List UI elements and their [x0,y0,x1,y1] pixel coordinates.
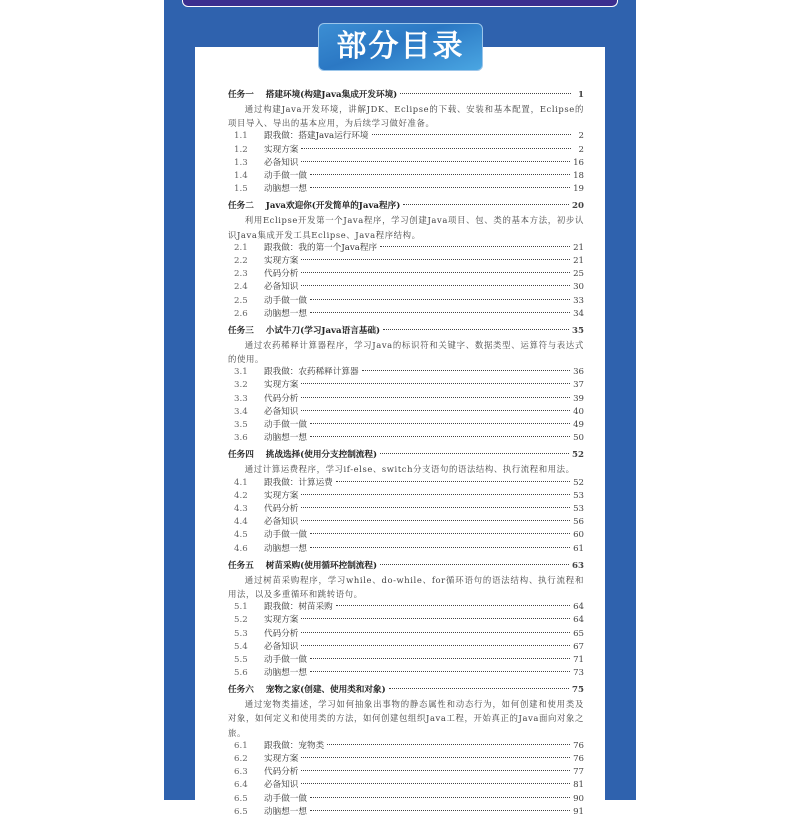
entry-title: 跟我做：计算运费 [264,477,333,488]
toc-entry[interactable] [228,490,584,503]
entry-title: 必备知识 [264,406,299,417]
toc-entry[interactable] [228,419,584,432]
leader-dots [383,329,569,330]
leader-dots [310,547,570,548]
toc-task-heading[interactable] [228,199,584,213]
entry-page-number: 73 [573,668,584,679]
task-label: 任务六 [228,685,254,696]
toc-task-heading[interactable] [228,88,584,102]
toc-entry[interactable] [228,753,584,766]
toc-entry[interactable] [228,393,584,406]
entry-page-number: 37 [573,380,584,391]
entry-number: 4.3 [234,503,248,514]
entry-title: 实现方案 [264,615,299,626]
entry-number: 2.2 [234,255,248,266]
entry-number: 4.1 [234,477,248,488]
entry-page-number: 39 [573,393,584,404]
leader-dots [301,148,571,149]
entry-number: 5.4 [234,641,248,652]
entry-page-number: 61 [573,543,584,554]
entry-page-number: 19 [573,184,584,195]
entry-number: 5.6 [234,668,248,679]
entry-page-number: 53 [573,503,584,514]
entry-number: 3.6 [234,433,248,444]
toc-entry[interactable] [228,432,584,445]
entry-page-number: 33 [573,295,584,306]
leader-dots [310,423,570,424]
entry-page-number: 53 [573,490,584,501]
leader-dots [301,783,570,784]
entry-number: 3.5 [234,420,248,431]
entry-number: 3.4 [234,406,248,417]
entry-title: 跟我做：农药稀释计算器 [264,367,359,378]
leader-dots [372,134,572,135]
entry-title: 动脑想一想 [264,543,307,554]
entry-title: 必备知识 [264,282,299,293]
leader-dots [327,744,570,745]
entry-page-number: 65 [573,628,584,639]
entry-title: 代码分析 [264,393,299,404]
entry-page-number: 77 [573,767,584,778]
entry-number: 3.2 [234,380,248,391]
entry-title: 跟我做：搭建Java运行环境 [264,131,369,142]
leader-dots [301,161,570,162]
entry-page-number: 21 [573,242,584,253]
toc-entry[interactable] [228,641,584,654]
entry-page-number: 34 [573,308,584,319]
entry-page-number: 2 [578,131,584,142]
entry-page-number: 40 [573,406,584,417]
entry-title: 动手做一做 [264,654,307,665]
toc-entry[interactable] [228,242,584,255]
task-title: 树苗采购(使用循环控制流程) [265,560,378,571]
task-page-number: 20 [572,201,584,212]
entry-number: 6.1 [234,740,248,751]
entry-number: 6.2 [234,754,248,765]
toc-entry[interactable] [228,366,584,379]
entry-page-number: 60 [573,530,584,541]
leader-dots [310,658,570,659]
toc-entry[interactable] [228,477,584,490]
task-title: 搭建环境(构建Java集成开发环境) [265,90,398,100]
entry-number: 5.1 [234,602,248,613]
toc-task-heading[interactable] [228,559,584,573]
task-page-number: 35 [572,325,584,336]
entry-title: 实现方案 [264,380,299,391]
entry-number: 5.3 [234,628,248,639]
toc-entry[interactable] [228,157,584,170]
toc-entry[interactable] [228,529,584,542]
entry-number: 4.4 [234,517,248,528]
entry-title: 动脑想一想 [264,806,307,817]
toc-entry[interactable] [228,628,584,641]
task-description: 通过农药稀释计算器程序，学习Java的标识符和关键字、数据类型、运算符与表达式的使用。 [228,339,584,365]
task-title: 挑战选择(使用分支控制流程) [265,450,378,461]
leader-dots [403,204,569,205]
task-page-number: 52 [572,450,584,461]
toc-task-heading[interactable] [228,324,584,338]
leader-dots [310,312,570,313]
leader-dots [301,259,570,260]
toc-entry[interactable] [228,255,584,268]
toc-entry[interactable] [228,268,584,281]
leader-dots [336,605,570,606]
task-page-number: 63 [572,560,584,571]
entry-number: 2.3 [234,269,248,280]
entry-page-number: 16 [573,157,584,168]
leader-dots [336,481,570,482]
entry-title: 动手做一做 [264,420,307,431]
toc-entry[interactable] [228,806,584,819]
toc-entry[interactable] [228,183,584,196]
toc-entry[interactable] [228,601,584,614]
entry-page-number: 50 [573,433,584,444]
entry-number: 3.3 [234,393,248,404]
leader-dots [301,770,570,771]
entry-title: 动手做一做 [264,793,307,804]
entry-page-number: 64 [573,602,584,613]
task-label: 任务三 [228,325,254,336]
entry-page-number: 91 [573,806,584,817]
toc-entry[interactable] [228,130,584,143]
leader-dots [301,410,570,411]
entry-title: 跟我做：我的第一个Java程序 [264,242,378,253]
entry-page-number: 76 [573,740,584,751]
toc-entry[interactable] [228,740,584,753]
leader-dots [310,797,570,798]
entry-number: 1.4 [234,170,248,181]
toc-entry[interactable] [228,503,584,516]
entry-title: 动脑想一想 [264,433,307,444]
entry-page-number: 2 [578,144,584,155]
task-page-number: 75 [572,685,584,696]
entry-title: 代码分析 [264,269,299,280]
entry-number: 2.5 [234,295,248,306]
entry-title: 必备知识 [264,641,299,652]
leader-dots [310,187,570,188]
toc-entry[interactable] [228,766,584,779]
entry-page-number: 76 [573,754,584,765]
leader-dots [301,494,570,495]
leader-dots [301,507,570,508]
entry-number: 4.5 [234,530,248,541]
leader-dots [301,383,570,384]
toc-entry[interactable] [228,281,584,294]
toc-entry[interactable] [228,144,584,157]
leader-dots [310,174,570,175]
table-of-contents [228,85,584,819]
task-description: 利用Eclipse开发第一个Java程序，学习创建Java项目、包、类的基本方法，初步认识Java集成开发工具Eclipse、Java程序结构。 [228,215,584,240]
entry-page-number: 81 [573,780,584,791]
entry-page-number: 25 [573,269,584,280]
entry-title: 动手做一做 [264,295,307,306]
entry-page-number: 49 [573,420,584,431]
entry-number: 5.5 [234,654,248,665]
entry-page-number: 90 [573,793,584,804]
entry-number: 1.2 [234,144,248,155]
task-title: Java欢迎你(开发简单的Java程序) [265,201,401,212]
leader-dots [301,285,570,286]
toc-task-heading[interactable] [228,683,584,697]
entry-page-number: 36 [573,367,584,378]
entry-number: 6.3 [234,767,248,778]
top-decorative-bar [182,0,618,7]
task-title: 小试牛刀(学习Java语言基础) [265,325,381,336]
toc-entry[interactable] [228,295,584,308]
entry-page-number: 67 [573,641,584,652]
leader-dots [301,397,570,398]
task-label: 任务五 [228,560,254,571]
toc-entry[interactable] [228,654,584,667]
leader-dots [301,520,570,521]
entry-number: 4.6 [234,543,248,554]
task-page-number: 1 [578,90,584,100]
task-label: 任务二 [228,201,254,212]
entry-title: 跟我做：宠物类 [264,740,325,751]
task-label: 任务一 [228,90,254,100]
toc-task-heading[interactable] [228,448,584,462]
entry-number: 2.4 [234,282,248,293]
toc-entry[interactable] [228,379,584,392]
toc-entry[interactable] [228,308,584,321]
entry-title: 实现方案 [264,754,299,765]
leader-dots [301,272,570,273]
task-description: 通过计算运费程序，学习if-else、switch分支语句的语法结构、执行流程和用法。 [244,464,575,475]
entry-number: 1.1 [234,131,248,142]
leader-dots [380,564,569,565]
toc-entry[interactable] [228,543,584,556]
entry-number: 1.5 [234,184,248,195]
entry-title: 动脑想一想 [264,668,307,679]
entry-title: 动脑想一想 [264,308,307,319]
entry-title: 必备知识 [264,157,299,168]
entry-page-number: 21 [573,255,584,266]
toc-entry[interactable] [228,406,584,419]
task-title: 宠物之家(创建、使用类和对象) [265,685,386,696]
toc-title-badge: 部分目录 [318,23,483,71]
entry-number: 6.5 [234,793,248,804]
leader-dots [310,533,570,534]
entry-title: 代码分析 [264,767,299,778]
entry-number: 6.4 [234,780,248,791]
task-description: 通过宠物类描述，学习如何抽象出事物的静态属性和动态行为，如何创建和使用类及对象，如何定义和使用类的方法，如何创建包组织Java工程，开始真正的Java面向对象之旅。 [228,699,584,738]
entry-title: 实现方案 [264,255,299,266]
toc-entry[interactable] [228,516,584,529]
entry-title: 动脑想一想 [264,184,307,195]
entry-page-number: 30 [573,282,584,293]
entry-page-number: 64 [573,615,584,626]
leader-dots [362,370,571,371]
leader-dots [301,632,570,633]
entry-title: 实现方案 [264,490,299,501]
entry-page-number: 56 [573,517,584,528]
entry-title: 动手做一做 [264,170,307,181]
entry-number: 2.6 [234,308,248,319]
leader-dots [380,453,569,454]
toc-entry[interactable] [228,779,584,792]
leader-dots [310,810,570,811]
entry-number: 2.1 [234,242,248,253]
toc-entry[interactable] [228,170,584,183]
leader-dots [310,299,570,300]
entry-number: 3.1 [234,367,248,378]
entry-title: 跟我做：树苗采购 [264,602,333,613]
entry-page-number: 18 [573,170,584,181]
entry-title: 代码分析 [264,628,299,639]
entry-page-number: 71 [573,654,584,665]
entry-number: 5.2 [234,615,248,626]
leader-dots [310,436,570,437]
leader-dots [301,618,570,619]
entry-number: 6.5 [234,806,248,817]
entry-title: 必备知识 [264,517,299,528]
entry-number: 4.2 [234,490,248,501]
leader-dots [310,671,570,672]
entry-number: 1.3 [234,157,248,168]
entry-page-number: 52 [573,477,584,488]
leader-dots [389,688,569,689]
toc-entry[interactable] [228,614,584,627]
task-description: 通过构建Java开发环境，讲解JDK、Eclipse的下载、安装和基本配置，Eclipse的项目导入、导出的基本应用，为后续学习做好准备。 [228,104,584,129]
leader-dots [301,757,570,758]
leader-dots [380,246,570,247]
entry-title: 动手做一做 [264,530,307,541]
toc-entry[interactable] [228,667,584,680]
leader-dots [400,93,571,94]
entry-title: 实现方案 [264,144,299,155]
toc-entry[interactable] [228,793,584,806]
task-label: 任务四 [228,450,254,461]
entry-title: 必备知识 [264,780,299,791]
leader-dots [301,645,570,646]
task-description: 通过树苗采购程序，学习while、do-while、for循环语句的语法结构、执行流程和用法，以及多重循环和跳转语句。 [228,574,584,599]
entry-title: 代码分析 [264,503,299,514]
